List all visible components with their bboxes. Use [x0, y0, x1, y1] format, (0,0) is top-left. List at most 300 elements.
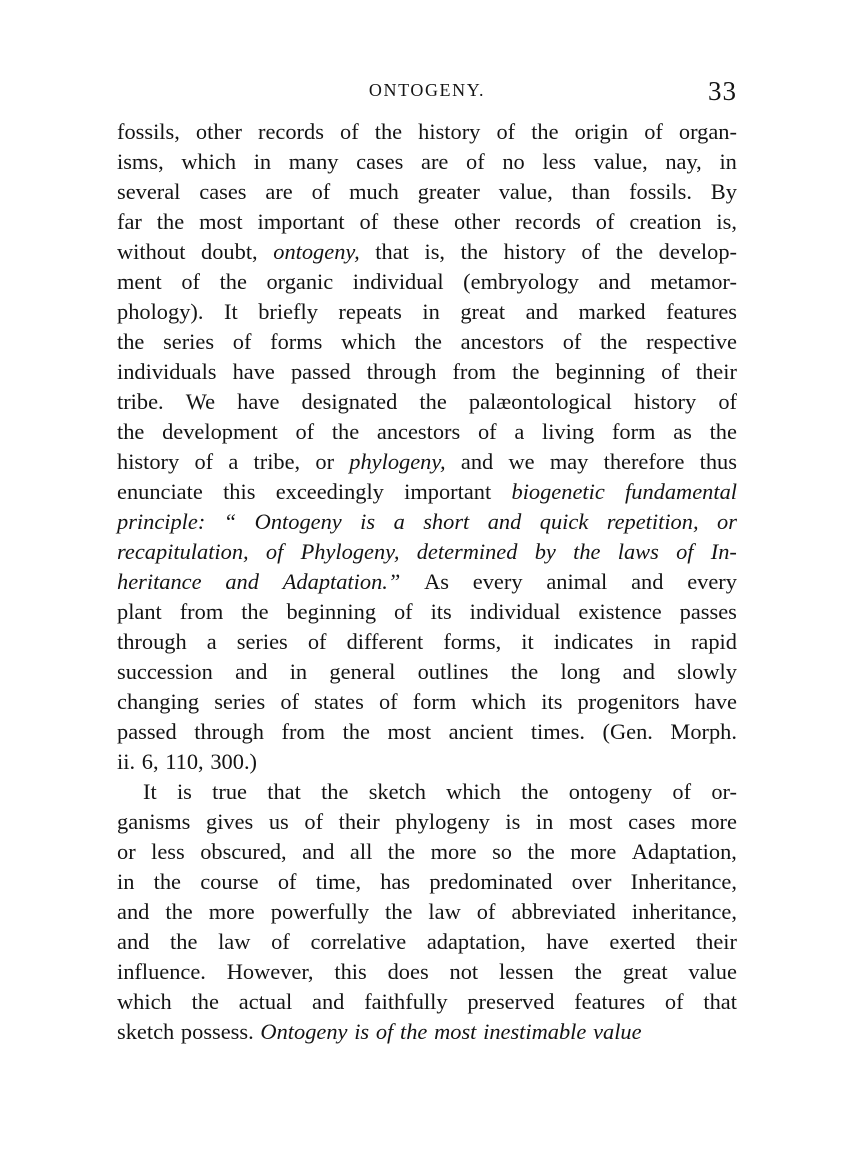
word: is	[176, 779, 192, 804]
word: that	[703, 989, 737, 1014]
word: determined	[416, 539, 518, 564]
word: other	[454, 209, 501, 234]
word: their	[695, 359, 737, 384]
word: creation	[629, 209, 702, 234]
word: long	[560, 659, 601, 684]
word: the	[414, 329, 442, 354]
running-title: ONTOGENY.	[368, 80, 486, 100]
word: and	[117, 899, 150, 924]
word: of	[477, 419, 497, 444]
word: in	[422, 299, 440, 324]
word: and	[525, 299, 558, 324]
word: a	[514, 419, 525, 444]
word: the	[170, 929, 198, 954]
word: every	[687, 569, 737, 594]
word: possess.	[180, 1019, 254, 1044]
word: times.	[530, 719, 585, 744]
word: a	[228, 449, 239, 474]
word: its	[430, 599, 452, 624]
word: the	[419, 389, 447, 414]
word: and	[302, 839, 335, 864]
word: the	[385, 899, 413, 924]
word: states	[314, 689, 364, 714]
word: Ontogeny	[260, 1019, 348, 1044]
word: from	[281, 719, 326, 744]
word: of	[496, 119, 516, 144]
word: of	[307, 629, 327, 654]
word: of	[664, 989, 684, 1014]
word: However,	[226, 959, 314, 984]
word: is,	[424, 239, 446, 264]
word: (Gen.	[602, 719, 653, 744]
word: existence	[578, 599, 662, 624]
word: fundamental	[625, 479, 737, 504]
word: of	[466, 149, 485, 174]
word: 300.)	[210, 749, 257, 774]
word: the	[165, 899, 193, 924]
text-line	[117, 717, 737, 747]
word: tribe.	[117, 389, 164, 414]
text-line	[117, 447, 737, 477]
word: the	[342, 719, 370, 744]
word: of	[280, 689, 299, 714]
word: are	[421, 149, 449, 174]
word: in	[289, 659, 308, 684]
word: Adaptation,	[631, 839, 737, 864]
word: general	[329, 659, 396, 684]
word: history	[418, 119, 481, 144]
word: that	[375, 239, 409, 264]
word: series	[236, 629, 288, 654]
word: in	[535, 809, 554, 834]
word: and	[312, 989, 345, 1014]
text-line	[117, 567, 737, 597]
word: this	[223, 479, 256, 504]
word: features	[666, 299, 737, 324]
word: inheritance,	[631, 899, 737, 924]
word: laws	[617, 539, 659, 564]
word: repeats	[338, 299, 402, 324]
text-line	[117, 1017, 737, 1047]
word: and	[487, 509, 522, 534]
word: isms,	[117, 149, 164, 174]
word: doubt,	[201, 239, 258, 264]
word: is	[505, 809, 521, 834]
word: in	[653, 629, 671, 654]
word: obscured,	[200, 839, 287, 864]
word: their	[338, 809, 380, 834]
word: does	[387, 959, 429, 984]
text-line	[117, 387, 737, 417]
word: many	[288, 149, 339, 174]
text-line	[117, 147, 737, 177]
word: abbreviated	[511, 899, 616, 924]
word: beginning	[555, 359, 646, 384]
word: in	[117, 869, 135, 894]
word: in	[719, 149, 737, 174]
word: over	[571, 869, 612, 894]
word: enunciate	[117, 479, 203, 504]
word: which	[341, 329, 396, 354]
text-line	[117, 597, 737, 627]
word: Morph.	[670, 719, 737, 744]
text-line	[117, 867, 737, 897]
word: is	[360, 509, 376, 534]
word: less	[542, 149, 576, 174]
word: passed	[290, 359, 351, 384]
word: the	[615, 239, 644, 264]
word: fossils,	[117, 119, 180, 144]
word: inestimable	[483, 1019, 587, 1044]
word: or	[717, 509, 737, 534]
word: quick	[539, 509, 589, 534]
text-line	[117, 237, 737, 267]
word: of	[304, 809, 324, 834]
word: without	[117, 239, 186, 264]
word: the	[709, 419, 737, 444]
word: all	[349, 839, 373, 864]
word: most	[199, 209, 243, 234]
word: In-	[710, 539, 737, 564]
word: which	[181, 149, 237, 174]
word: Phylogeny,	[300, 539, 400, 564]
word: law	[428, 899, 461, 924]
word: have	[694, 689, 737, 714]
word: time,	[315, 869, 362, 894]
word: and	[460, 449, 494, 474]
word: gives	[206, 809, 254, 834]
word: rapid	[690, 629, 737, 654]
running-header	[117, 76, 737, 108]
word: less	[151, 839, 185, 864]
word: value,	[593, 149, 648, 174]
word: of	[378, 689, 398, 714]
word: (embryology	[463, 269, 579, 294]
word: form	[412, 689, 457, 714]
word: sketch	[117, 1019, 175, 1044]
word: of	[718, 389, 737, 414]
word: value	[593, 1019, 642, 1044]
word: adaptation,	[426, 929, 526, 954]
word: the	[600, 329, 628, 354]
word: ancestors	[376, 419, 461, 444]
word: are	[265, 179, 293, 204]
word: powerfully	[270, 899, 370, 924]
text-line	[117, 177, 737, 207]
word: is,	[716, 209, 737, 234]
word: series	[214, 689, 266, 714]
word: or	[117, 839, 136, 864]
word: cases	[356, 149, 404, 174]
word: respective	[646, 329, 737, 354]
body-text	[117, 117, 737, 1047]
word: passes	[679, 599, 737, 624]
word: designated	[301, 389, 398, 414]
word: therefore	[603, 449, 685, 474]
word: outlines	[417, 659, 489, 684]
word: have	[237, 389, 280, 414]
word: individual	[352, 269, 444, 294]
word: the	[321, 779, 349, 804]
word: biogenetic	[511, 479, 605, 504]
word: most	[387, 719, 432, 744]
word: of	[311, 179, 331, 204]
word: history	[634, 389, 697, 414]
word: of	[295, 419, 315, 444]
word: through	[117, 629, 187, 654]
word: its	[541, 689, 563, 714]
word: this	[334, 959, 367, 984]
word: nay,	[665, 149, 702, 174]
word: passed	[117, 719, 177, 744]
word: influence.	[117, 959, 206, 984]
word: Adaptation.”	[282, 569, 401, 594]
word: It	[223, 299, 238, 324]
word: the	[521, 779, 549, 804]
word: ii.	[117, 749, 136, 774]
word: and	[225, 569, 259, 594]
word: phology).	[117, 299, 204, 324]
word: and	[622, 659, 655, 684]
word: ontogeny	[568, 779, 653, 804]
word: the	[374, 119, 403, 144]
page-number: 33	[708, 76, 737, 106]
word: metamor-	[650, 269, 737, 294]
word: has	[380, 869, 411, 894]
word: more	[430, 839, 477, 864]
text-line	[117, 327, 737, 357]
word: the	[531, 119, 559, 144]
text-line	[117, 627, 737, 657]
word: have	[546, 929, 589, 954]
word: a	[393, 509, 405, 534]
word: through	[366, 359, 437, 384]
word: beginning	[286, 599, 377, 624]
word: or	[315, 449, 335, 474]
word: the	[460, 239, 488, 264]
word: much	[349, 179, 399, 204]
word: the	[387, 839, 416, 864]
word: repetition,	[606, 509, 699, 534]
word: the	[219, 269, 247, 294]
text-line	[117, 207, 737, 237]
word: of	[581, 239, 601, 264]
word: succession	[117, 659, 213, 684]
word: that	[267, 779, 301, 804]
word: which	[471, 689, 527, 714]
word: of	[271, 929, 290, 954]
word: As	[424, 569, 449, 594]
word: most	[568, 809, 613, 834]
word: cases	[199, 179, 247, 204]
word: ancestors	[460, 329, 544, 354]
word: the	[241, 599, 269, 624]
word: of	[595, 209, 615, 234]
text-line	[117, 777, 737, 807]
word: cases	[628, 809, 676, 834]
word: the	[117, 419, 145, 444]
word: most	[434, 1019, 477, 1044]
word: by	[534, 539, 556, 564]
word: the	[331, 419, 360, 444]
word: ment	[117, 269, 162, 294]
text-line	[117, 687, 737, 717]
word: and	[235, 659, 268, 684]
word: greater	[417, 179, 480, 204]
word: the	[573, 539, 601, 564]
text-line	[117, 927, 737, 957]
word: records	[258, 119, 324, 144]
word: indicates	[553, 629, 634, 654]
word: series	[163, 329, 215, 354]
word: it	[521, 629, 534, 654]
word: sketch	[368, 779, 426, 804]
word: is	[354, 1019, 370, 1044]
word: of	[476, 899, 496, 924]
word: us	[268, 809, 289, 834]
text-line	[117, 267, 737, 297]
word: slowly	[677, 659, 737, 684]
word: and	[598, 269, 631, 294]
word: exerted	[609, 929, 676, 954]
word: briefly	[258, 299, 318, 324]
word: develop-	[658, 239, 737, 264]
word: in	[253, 149, 272, 174]
text-line	[117, 477, 737, 507]
word: which	[446, 779, 501, 804]
word: of	[194, 449, 214, 474]
word: phylogeny,	[349, 449, 446, 474]
word: other	[195, 119, 242, 144]
word: progenitors	[577, 689, 680, 714]
word: far	[117, 209, 142, 234]
word: the	[191, 989, 219, 1014]
word: correlative	[310, 929, 407, 954]
text-line	[117, 897, 737, 927]
word: of	[672, 779, 692, 804]
word: value,	[498, 179, 553, 204]
word: through	[194, 719, 264, 744]
word: We	[185, 389, 216, 414]
text-line	[117, 957, 737, 987]
word: history	[503, 239, 566, 264]
word: of	[676, 539, 694, 564]
word: so	[492, 839, 512, 864]
word: the	[574, 959, 602, 984]
word: records	[514, 209, 581, 234]
word: phylogeny	[395, 809, 490, 834]
word: the	[510, 659, 539, 684]
word: which	[117, 989, 172, 1014]
word: great	[460, 299, 506, 324]
word: of	[562, 329, 582, 354]
word: these	[393, 209, 440, 234]
word: have	[232, 359, 275, 384]
word: Ontogeny	[254, 509, 342, 534]
word: may	[549, 449, 589, 474]
word: ganisms	[117, 809, 191, 834]
word: of	[265, 539, 284, 564]
text-line	[117, 657, 737, 687]
word: animal	[546, 569, 608, 594]
word: the	[400, 1019, 428, 1044]
word: value	[688, 959, 737, 984]
text-line	[117, 747, 737, 777]
text-line	[117, 537, 737, 567]
word: of	[181, 269, 200, 294]
word: organ-	[678, 119, 737, 144]
word: marked	[578, 299, 646, 324]
word: of	[277, 869, 297, 894]
word: ancient	[448, 719, 514, 744]
word: development	[162, 419, 278, 444]
word: faithfully	[364, 989, 448, 1014]
word: organic	[266, 269, 334, 294]
word: as	[673, 419, 692, 444]
word: great	[622, 959, 668, 984]
word: Inheritance,	[630, 869, 737, 894]
word: fossils.	[629, 179, 692, 204]
word: the	[512, 359, 540, 384]
word: living	[541, 419, 595, 444]
word: It	[143, 779, 157, 804]
word: a	[206, 629, 217, 654]
word: recapitulation,	[117, 539, 249, 564]
word: principle:	[117, 509, 206, 534]
word: from	[179, 599, 224, 624]
word: thus	[699, 449, 737, 474]
word: predominated	[429, 869, 553, 894]
text-line	[117, 987, 737, 1017]
word: individual	[469, 599, 561, 624]
word: form	[611, 419, 656, 444]
word: from	[452, 359, 496, 384]
word: of	[340, 119, 359, 144]
word: lessen	[499, 959, 554, 984]
word: forms,	[443, 629, 502, 654]
word: and	[117, 929, 150, 954]
word: the	[153, 869, 181, 894]
word: more	[208, 899, 255, 924]
word: the	[156, 209, 185, 234]
word: important	[257, 209, 345, 234]
word: of	[661, 359, 680, 384]
word: heritance	[117, 569, 202, 594]
word: short	[423, 509, 470, 534]
word: more	[690, 809, 737, 834]
word: of	[359, 209, 379, 234]
word: of	[644, 119, 663, 144]
text-line	[117, 807, 737, 837]
word: the	[117, 329, 145, 354]
word: palæontological	[468, 389, 612, 414]
word: individuals	[117, 359, 217, 384]
text-line	[117, 837, 737, 867]
word: true	[212, 779, 247, 804]
word: several	[117, 179, 181, 204]
word: not	[449, 959, 479, 984]
word: their	[695, 929, 737, 954]
word: or-	[711, 779, 737, 804]
word: every	[472, 569, 523, 594]
text-line	[117, 297, 737, 327]
word: and	[631, 569, 664, 594]
word: exceedingly	[275, 479, 384, 504]
word: course	[200, 869, 259, 894]
word: preserved	[467, 989, 555, 1014]
word: of	[375, 1019, 394, 1044]
word: origin	[574, 119, 629, 144]
